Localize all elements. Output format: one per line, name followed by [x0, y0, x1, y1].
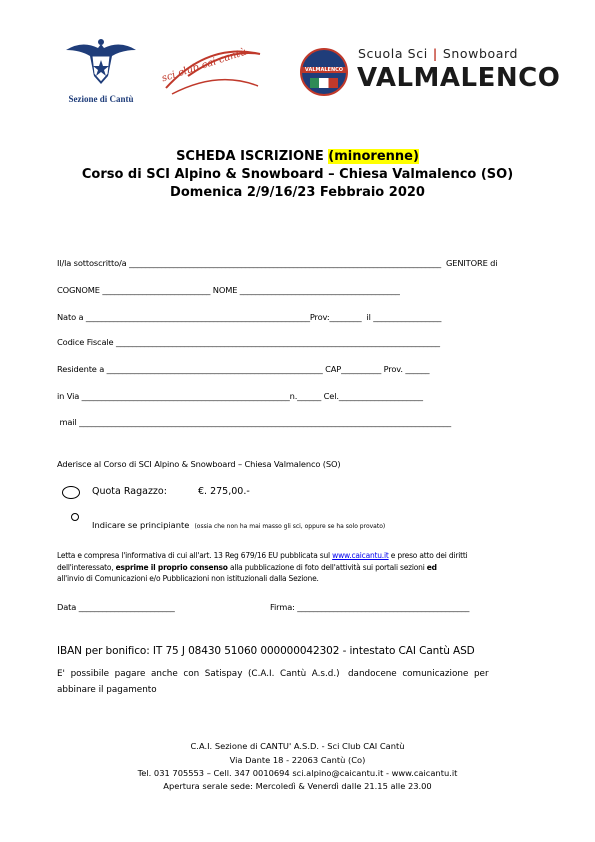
form-row-cognome[interactable]: COGNOME ___________________________ NOME ________________________________________ — [57, 285, 400, 295]
principiante-radio[interactable] — [71, 513, 79, 521]
principiante-label: Indicare se principiante — [92, 520, 190, 530]
footer-line3: Tel. 031 705553 – Cell. 347 0010694 sci.alpino@caicantu.it - www.caicantu.it — [137, 768, 458, 778]
minorenne-highlight: (minorenne) — [328, 149, 419, 164]
privacy-text: Letta e compresa l'informativa di cui all'art. 13 Reg 679/16 EU pubblicata sul www.caicantu.it e preso atto dei diritti dell'interessato, esprime il proprio consenso alla pubblicazione di foto dell'attività sui portali sezioni ed all'invio di Comunicazioni e/o Pubblicazioni non istituzionali dalla Sezione. — [57, 551, 468, 583]
sciclub-text: sci club cai cantù — [160, 46, 248, 85]
cai-eagle-icon — [62, 36, 140, 92]
caicantu-link[interactable]: www.caicantu.it — [332, 551, 389, 560]
quota-label: Quota Ragazzo: — [92, 486, 167, 497]
form-row-residente[interactable]: Residente a ______________________________________________________ CAP__________ Prov. ______ — [57, 364, 430, 374]
sciclub-logo — [158, 40, 268, 102]
title-line1: SCHEDA ISCRIZIONE (minorenne) — [176, 149, 419, 164]
satispay-line1: E' possibile pagare anche con Satispay (C.A.I. Cantù A.s.d.) dandocene comunicazione per — [57, 669, 489, 679]
scuola-line2: Snowboard — [442, 46, 519, 61]
form-row-nato[interactable]: Nato a ________________________________________________________Prov:________ il _________________ — [57, 312, 442, 322]
enrol-text: Aderisce al Corso di SCI Alpino & Snowboard – Chiesa Valmalenco (SO) — [57, 459, 341, 469]
scuola-logo: VALMALENCO Scuola Sci | Snowboard VALMALENCO — [300, 42, 540, 102]
badge-flag-icon — [310, 78, 338, 88]
principiante-note: (ossia che non ha mai masso gli sci, oppure se ha solo provato) — [194, 523, 386, 530]
form-row-sottoscritto[interactable]: Il/la sottoscritto/a ______________________________________________________________________________ GENITORE di — [57, 258, 498, 268]
footer-line2: Via Dante 18 - 22063 Cantù (Co) — [229, 755, 366, 765]
date-field[interactable]: Data ________________________ — [57, 602, 175, 612]
form-row-via[interactable]: in Via ____________________________________________________n.______ Cel._____________________ — [57, 391, 423, 401]
scuola-big: VALMALENCO — [357, 63, 561, 93]
quota-value: €. 275,00.- — [198, 486, 250, 497]
scuola-badge — [300, 48, 348, 96]
scuola-line1: Scuola Sci — [358, 46, 428, 61]
iban-line: IBAN per bonifico: IT 75 J 08430 51060 000000042302 - intestato CAI Cantù ASD — [57, 645, 475, 657]
title-line2: Corso di SCI Alpino & Snowboard – Chiesa Valmalenco (SO) — [81, 167, 514, 182]
badge-text: VALMALENCO — [302, 67, 346, 73]
form-row-mail[interactable]: mail _____________________________________________________________________________________________ — [57, 417, 452, 427]
cai-logo — [62, 36, 140, 102]
form-row-codice-fiscale[interactable]: Codice Fiscale _________________________________________________________________________________ — [57, 337, 440, 347]
footer-line1: C.A.I. Sezione di CANTU' A.S.D. - Sci Club CAI Cantù — [190, 741, 405, 751]
firma-field[interactable]: Firma: ___________________________________________ — [270, 602, 470, 612]
quota-radio[interactable] — [62, 486, 80, 499]
principiante-row — [92, 513, 385, 532]
cai-caption: Sezione di Cantù — [68, 94, 134, 104]
title-line3: Domenica 2/9/16/23 Febbraio 2020 — [170, 185, 425, 200]
satispay-line2: abbinare il pagamento — [57, 685, 157, 695]
footer-line4: Apertura serale sede: Mercoledì & Venerdì dalle 21.15 alle 23.00 — [163, 781, 432, 791]
